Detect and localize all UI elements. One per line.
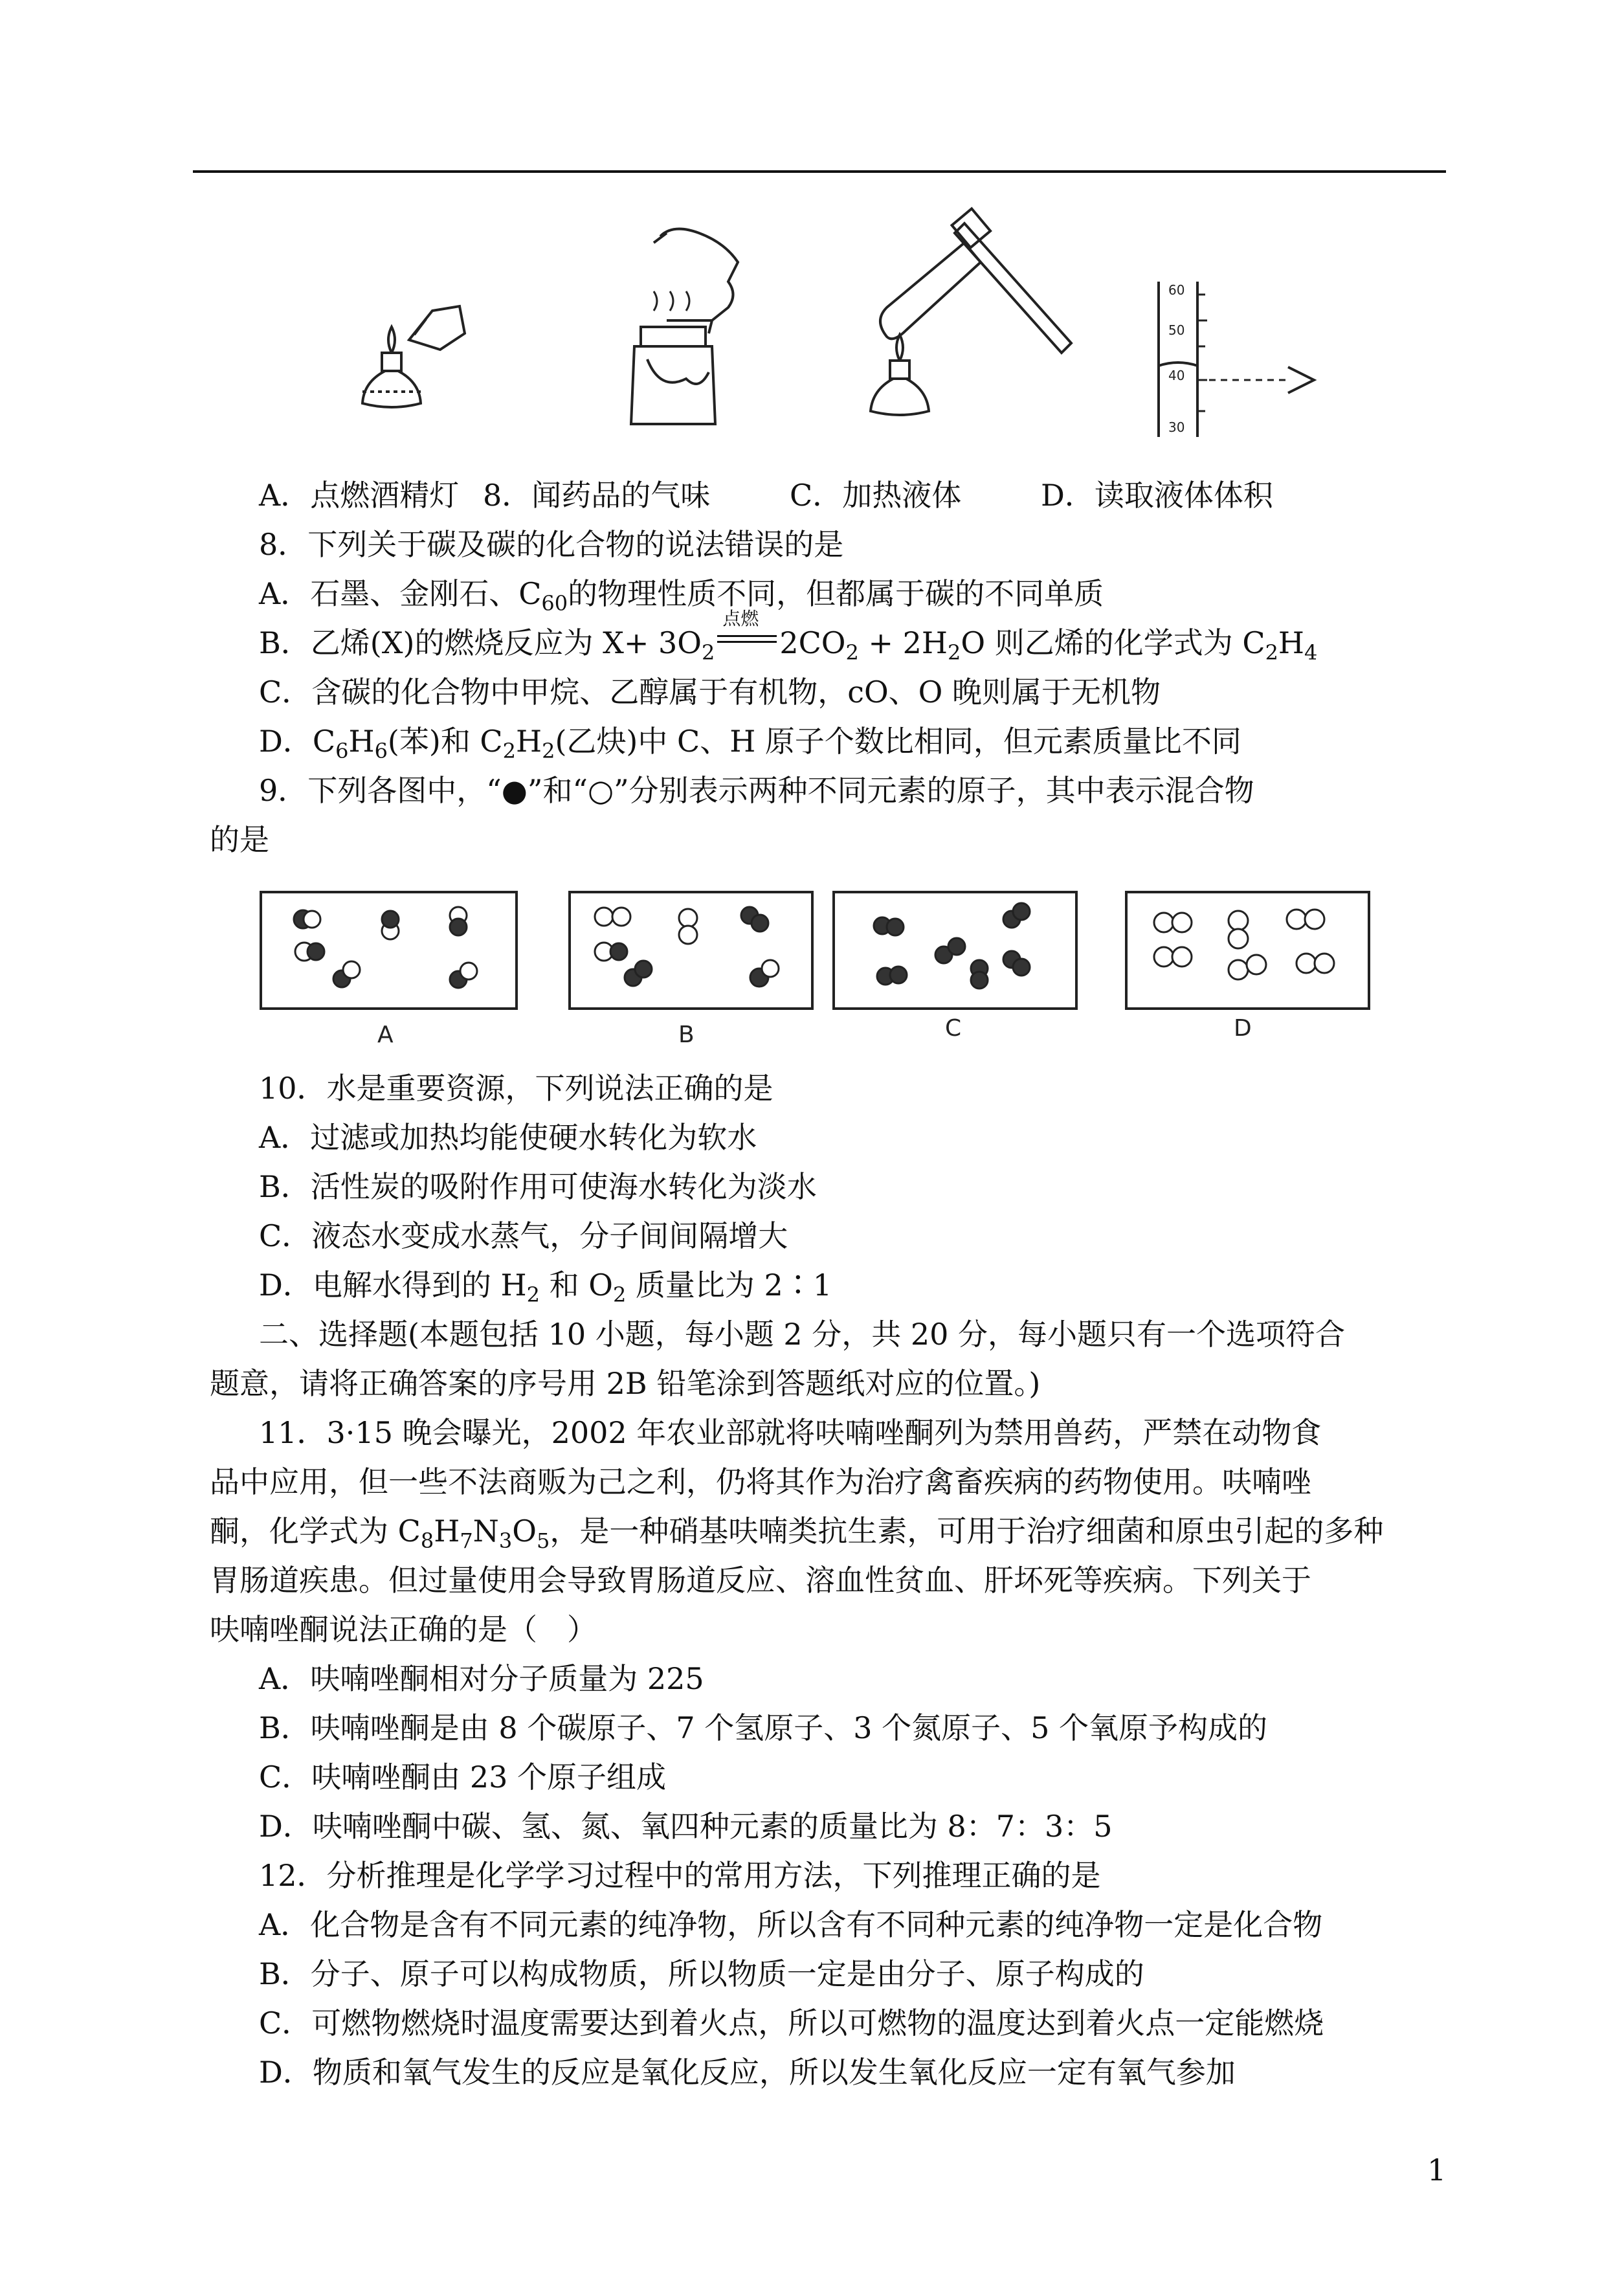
- q8-d-sub-3: 2: [502, 739, 516, 763]
- q11-line-5: 呋喃唑酮说法正确的是（ ）: [210, 1612, 597, 1647]
- smell-figure: [631, 229, 738, 424]
- q8-option-c: C．含碳的化合物中甲烷、乙醇属于有机物，cO、O 晚则属于无机物: [259, 675, 1161, 710]
- q10-option-d: [259, 1266, 1624, 1307]
- q9-label-d: D: [1234, 1015, 1252, 1042]
- q7-option-a: A．点燃酒精灯: [259, 478, 460, 513]
- q8-d-sub-4: 2: [542, 739, 555, 763]
- q11-l3-text-3: N: [473, 1514, 499, 1549]
- q7-option-c: C．加热液体: [790, 478, 962, 513]
- q9-stem-line-2: 的是: [210, 822, 269, 857]
- reaction-condition-text: 点燃: [722, 608, 759, 629]
- q8-a-sub: 60: [541, 591, 568, 616]
- q7-figure-row: [350, 197, 1385, 453]
- q11-option-c: C．呋喃唑酮由 23 个原子组成: [259, 1760, 666, 1795]
- q8-b-sub-3: 2: [948, 640, 961, 665]
- header-rule: [193, 170, 1446, 173]
- section2-line-1: 二、选择题(本题包括 10 小题，每小题 2 分，共 20 分，每小题只有一个选项符合: [259, 1317, 1346, 1352]
- q10-stem: 10．水是重要资源，下列说法正确的是: [259, 1071, 773, 1106]
- q8-b-sub-2: 2: [845, 640, 859, 665]
- cylinder-tick-40: 40: [1168, 368, 1185, 383]
- q10-d-sub-1: 2: [526, 1282, 540, 1307]
- q9-figure-row: [258, 887, 1384, 1049]
- q11-l3-text: 酮，化学式为 C: [210, 1514, 421, 1549]
- q8-d-text: D．C: [259, 724, 336, 759]
- lamp-lighting-figure: [362, 306, 465, 407]
- q8-a-text-2: 的物理性质不同，但都属于碳的不同单质: [568, 576, 1104, 611]
- q7-option-d: D．读取液体体积: [1041, 478, 1273, 513]
- q8-b-text-4: O 则乙烯的化学式为 C: [961, 625, 1265, 660]
- q11-l3-text-5: ，是一种硝基呋喃类抗生素，可用于治疗细菌和原虫引起的多种: [550, 1514, 1384, 1549]
- q10-d-text-2: 和 O: [539, 1268, 613, 1303]
- cylinder-tick-30: 30: [1168, 419, 1185, 435]
- q11-l3-sub-4: 5: [537, 1528, 550, 1553]
- q12-option-d: D．物质和氧气发生的反应是氧化反应，所以发生氧化反应一定有氧气参加: [259, 2055, 1236, 2090]
- q11-line-3: [210, 1512, 1624, 1553]
- q11-option-a: A．呋喃唑酮相对分子质量为 225: [259, 1661, 704, 1696]
- q11-l3-sub-1: 8: [420, 1528, 434, 1553]
- q8-d-sub-1: 6: [335, 739, 349, 763]
- q10-d-text: D．电解水得到的 H: [259, 1268, 527, 1303]
- q9-label-a: A: [377, 1022, 394, 1048]
- q8-a-text: A．石墨、金刚石、C: [259, 576, 542, 611]
- q8-option-d: [259, 722, 1624, 761]
- q8-d-sub-2: 6: [374, 739, 388, 763]
- q8-stem: 8．下列关于碳及碳的化合物的说法错误的是: [259, 527, 844, 562]
- q8-d-text-5: (乙炔)中 C、H 原子个数比相同，但元素质量比不同: [555, 724, 1241, 759]
- q8-b-text-5: H: [1278, 625, 1305, 660]
- q9-label-b: B: [678, 1022, 695, 1048]
- q8-b-text-2: 2CO: [779, 625, 846, 660]
- reaction-condition-mark: [715, 608, 779, 656]
- q11-option-b: B．呋喃唑酮是由 8 个碳原子、7 个氢原子、3 个氮原子、5 个氧原予构成的: [259, 1710, 1267, 1745]
- q8-b-text-3: + 2H: [858, 625, 948, 660]
- q11-option-d: D．呋喃唑酮中碳、氢、氮、氧四种元素的质量比为 8：7：3：5: [259, 1809, 1113, 1844]
- q10-option-c: C．液态水变成水蒸气，分子间间隔增大: [259, 1218, 788, 1253]
- q11-l3-text-2: H: [434, 1514, 460, 1549]
- q9-label-c: C: [945, 1015, 962, 1042]
- q11-l3-sub-2: 7: [460, 1528, 473, 1553]
- q7-option-b: 8．闻药品的气味: [483, 478, 711, 513]
- q8-d-text-2: H: [348, 724, 375, 759]
- q8-b-sub-4: 2: [1265, 640, 1278, 665]
- q8-option-a: [259, 574, 1624, 616]
- cylinder-tick-60: 60: [1168, 282, 1185, 298]
- q11-line-1: 11．3·15 晚会曝光，2002 年农业部就将呋喃唑酮列为禁用兽药，严禁在动物食: [259, 1415, 1322, 1450]
- q12-option-c: C．可燃物燃烧时温度需要达到着火点，所以可燃物的温度达到着火点一定能燃烧: [259, 2006, 1324, 2041]
- q10-option-b: B．活性炭的吸附作用可使海水转化为淡水: [259, 1169, 817, 1204]
- q12-option-b: B．分子、原子可以构成物质，所以物质一定是由分子、原子构成的: [259, 1956, 1144, 1991]
- q8-d-text-3: (苯)和 C: [387, 724, 503, 759]
- q10-option-a: A．过滤或加热均能使硬水转化为软水: [259, 1120, 757, 1155]
- heating-liquid-figure: [871, 208, 1071, 415]
- q8-b-text: B．乙烯(X)的燃烧反应为 X+ 3O: [259, 625, 702, 660]
- q12-option-a: A．化合物是含有不同元素的纯净物，所以含有不同种元素的纯净物一定是化合物: [259, 1907, 1323, 1942]
- q11-line-4: 胃肠道疾患。但过量使用会导致胃肠道反应、溶血性贫血、肝坏死等疾病。下列关于: [210, 1563, 1311, 1598]
- q8-option-b: [259, 608, 1624, 665]
- q10-d-sub-2: 2: [612, 1282, 627, 1307]
- q11-line-2: 品中应用，但一些不法商贩为己之利，仍将其作为治疗禽畜疾病的药物使用。呋喃唑: [210, 1464, 1311, 1499]
- q8-b-sub-1: 2: [701, 640, 715, 665]
- section2-line-2: 题意，请将正确答案的序号用 2B 铅笔涂到答题纸对应的位置。): [210, 1366, 1041, 1401]
- cylinder-tick-50: 50: [1168, 322, 1185, 338]
- q8-b-sub-5: 4: [1304, 640, 1318, 665]
- q10-d-text-3: 质量比为 2∶1: [626, 1268, 832, 1303]
- page-number: 1: [1427, 2153, 1447, 2187]
- q9-stem-line-1: 9．下列各图中，“●”和“○”分别表示两种不同元素的原子，其中表示混合物: [259, 773, 1254, 808]
- q11-l3-text-4: O: [512, 1514, 537, 1549]
- q8-d-text-4: H: [516, 724, 542, 759]
- q11-l3-sub-3: 3: [498, 1528, 513, 1553]
- graduated-cylinder-figure: [1159, 282, 1314, 437]
- q12-stem: 12．分析推理是化学学习过程中的常用方法，下列推理正确的是: [259, 1858, 1101, 1893]
